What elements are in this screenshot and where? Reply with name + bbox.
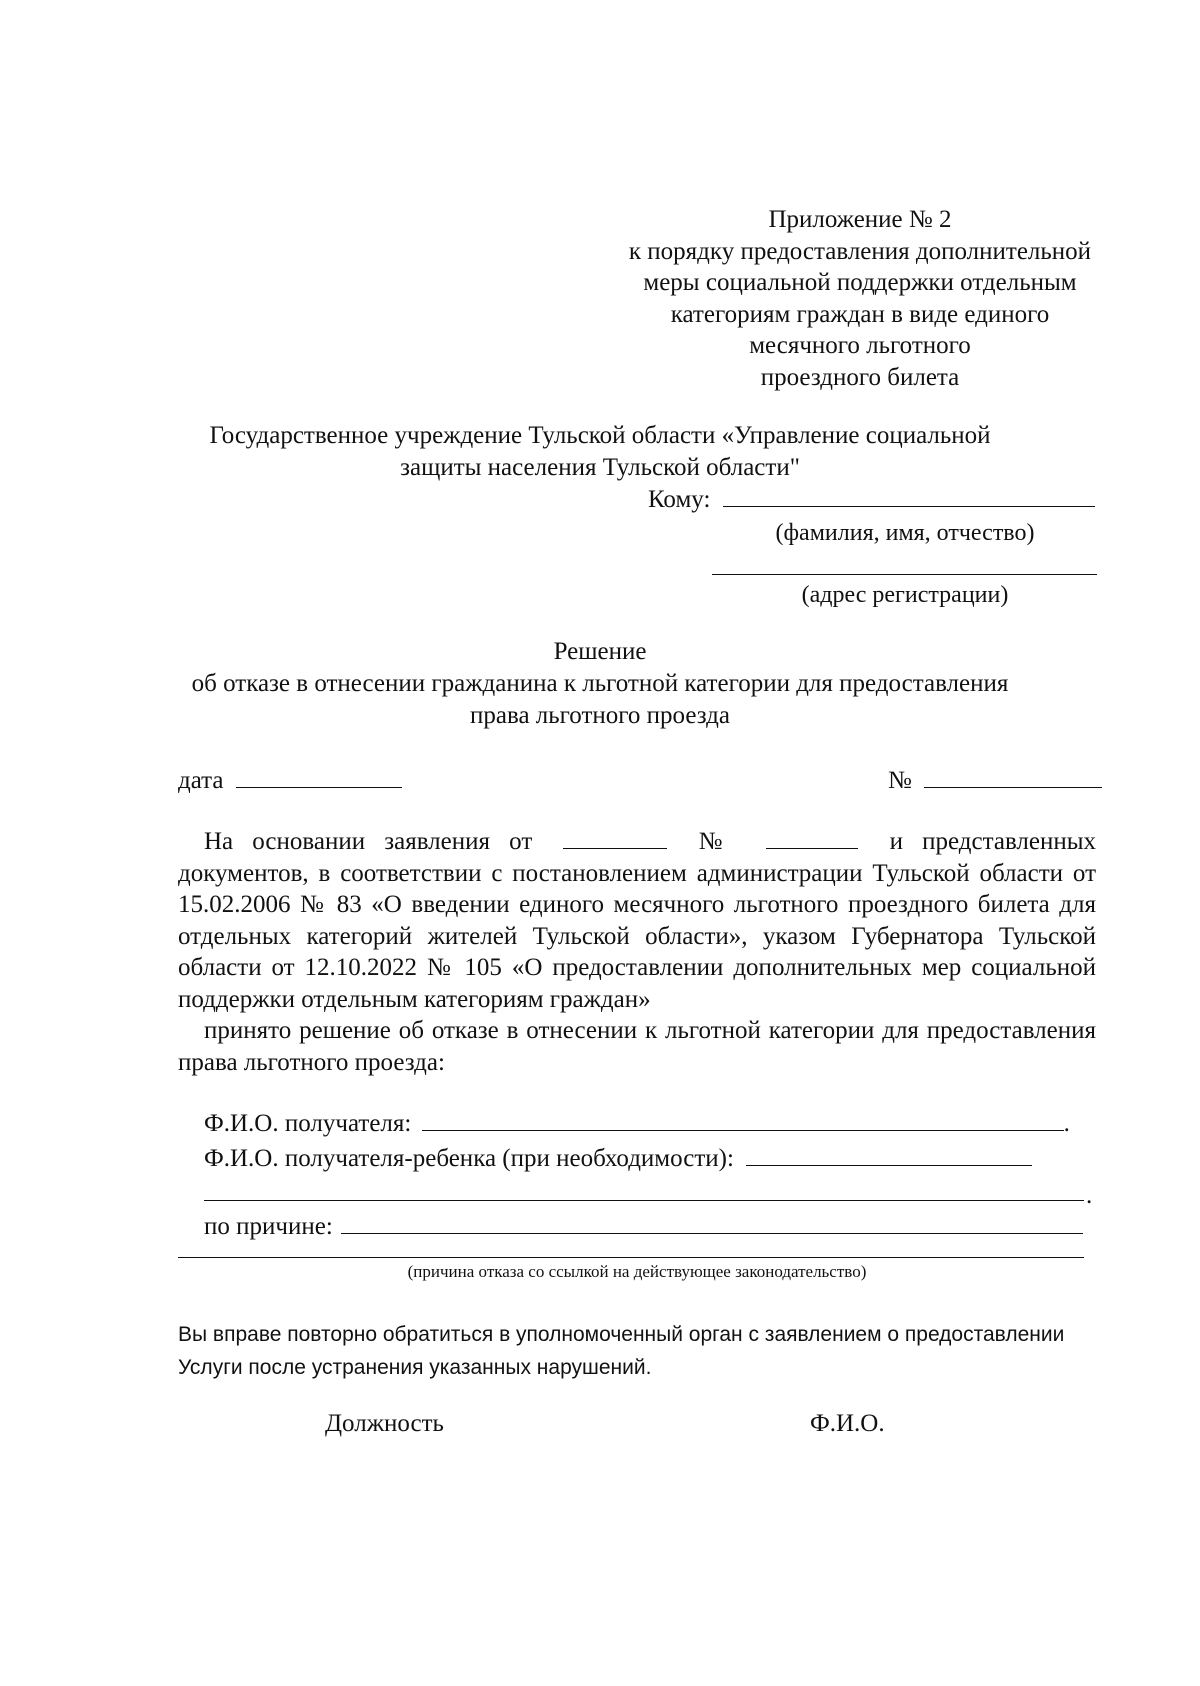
appendix-header — [590, 204, 1130, 393]
child-fio-blank[interactable] — [746, 1143, 1032, 1166]
recipient-label: Ф.И.О. получателя: — [204, 1110, 412, 1137]
reapply-notice — [178, 1318, 1096, 1384]
address-caption: (адрес регистрации) — [801, 582, 1009, 608]
recipient-fio-blank[interactable] — [422, 1108, 1064, 1131]
child-label: Ф.И.О. получателя-ребенка (при необходимости): — [204, 1145, 734, 1172]
name-caption: (фамилия, имя, отчество) — [775, 520, 1035, 546]
child-fio-continuation-blank[interactable] — [204, 1200, 1084, 1201]
recipient-field-row — [204, 1108, 1070, 1138]
date-blank[interactable] — [236, 765, 402, 788]
appendix-line: меры социальной поддержки отдельным — [643, 269, 1077, 296]
recipient-to-row — [648, 484, 1095, 514]
number-label: № — [888, 767, 912, 794]
title-line: Решение — [553, 638, 647, 665]
number-row — [888, 765, 1102, 795]
application-number-blank[interactable] — [766, 828, 858, 849]
appendix-line: категориям граждан в виде единого — [670, 300, 1050, 328]
basis-number-label: № — [698, 828, 736, 855]
document-title — [150, 636, 1050, 732]
notice-line: Услуги после устранения указанных нарушений. — [178, 1356, 652, 1379]
appendix-line: Приложение № 2 — [768, 206, 952, 233]
child-field-row — [204, 1143, 1032, 1173]
basis-suffix: и представленных документов, в соответствии с постановлением администрации Тульской области от 15.02.2006 № 83 «О введении единого месячного льготного проездного билета для отдельных категорий жителей Тульской области», указом Губернатора Тульской области от 12.10.2022 № 105 «О предоставлении дополнительных мер социальной поддержки отдельным категориям граждан» — [178, 828, 1097, 1013]
number-blank[interactable] — [924, 765, 1102, 788]
basis-prefix: На основании заявления от — [204, 828, 533, 855]
reason-continuation-blank[interactable] — [178, 1257, 1084, 1258]
title-line: об отказе в отнесении гражданина к льготной категории для предоставления — [191, 670, 1009, 697]
organization-name — [150, 420, 1050, 483]
organization-line: защиты населения Тульской области" — [400, 453, 800, 481]
period: . — [1063, 1110, 1070, 1137]
signature-name-label: Ф.И.О. — [810, 1410, 885, 1437]
application-date-blank[interactable] — [563, 828, 667, 849]
to-label: Кому: — [648, 486, 711, 513]
reason-label: по причине: — [204, 1213, 333, 1240]
appendix-line: к порядку предоставления дополнительной — [628, 237, 1092, 265]
reason-blank[interactable] — [341, 1211, 1083, 1234]
reason-field-row — [204, 1211, 1083, 1241]
date-row — [178, 765, 402, 795]
title-line: права льготного проезда — [470, 702, 730, 729]
appendix-line: проездного билета — [760, 363, 960, 391]
appendix-line: месячного льготного — [749, 332, 971, 359]
date-label: дата — [178, 767, 224, 794]
recipient-name-blank[interactable] — [723, 484, 1095, 507]
notice-line: Вы вправе повторно обратиться в уполномоченный орган с заявлением о предоставлении — [178, 1323, 1065, 1346]
address-blank[interactable] — [712, 574, 1097, 575]
reason-caption: (причина отказа со ссылкой на действующее законодательство) — [407, 1262, 867, 1281]
decision-text: принято решение об отказе в отнесении к льготной категории для предоставления права льготного проезда: — [178, 1017, 1096, 1076]
signature-position-label: Должность — [325, 1410, 444, 1437]
period: . — [1086, 1182, 1093, 1209]
organization-line: Государственное учреждение Тульской области «Управление социальной — [209, 422, 991, 449]
decision-body — [178, 826, 1096, 1078]
